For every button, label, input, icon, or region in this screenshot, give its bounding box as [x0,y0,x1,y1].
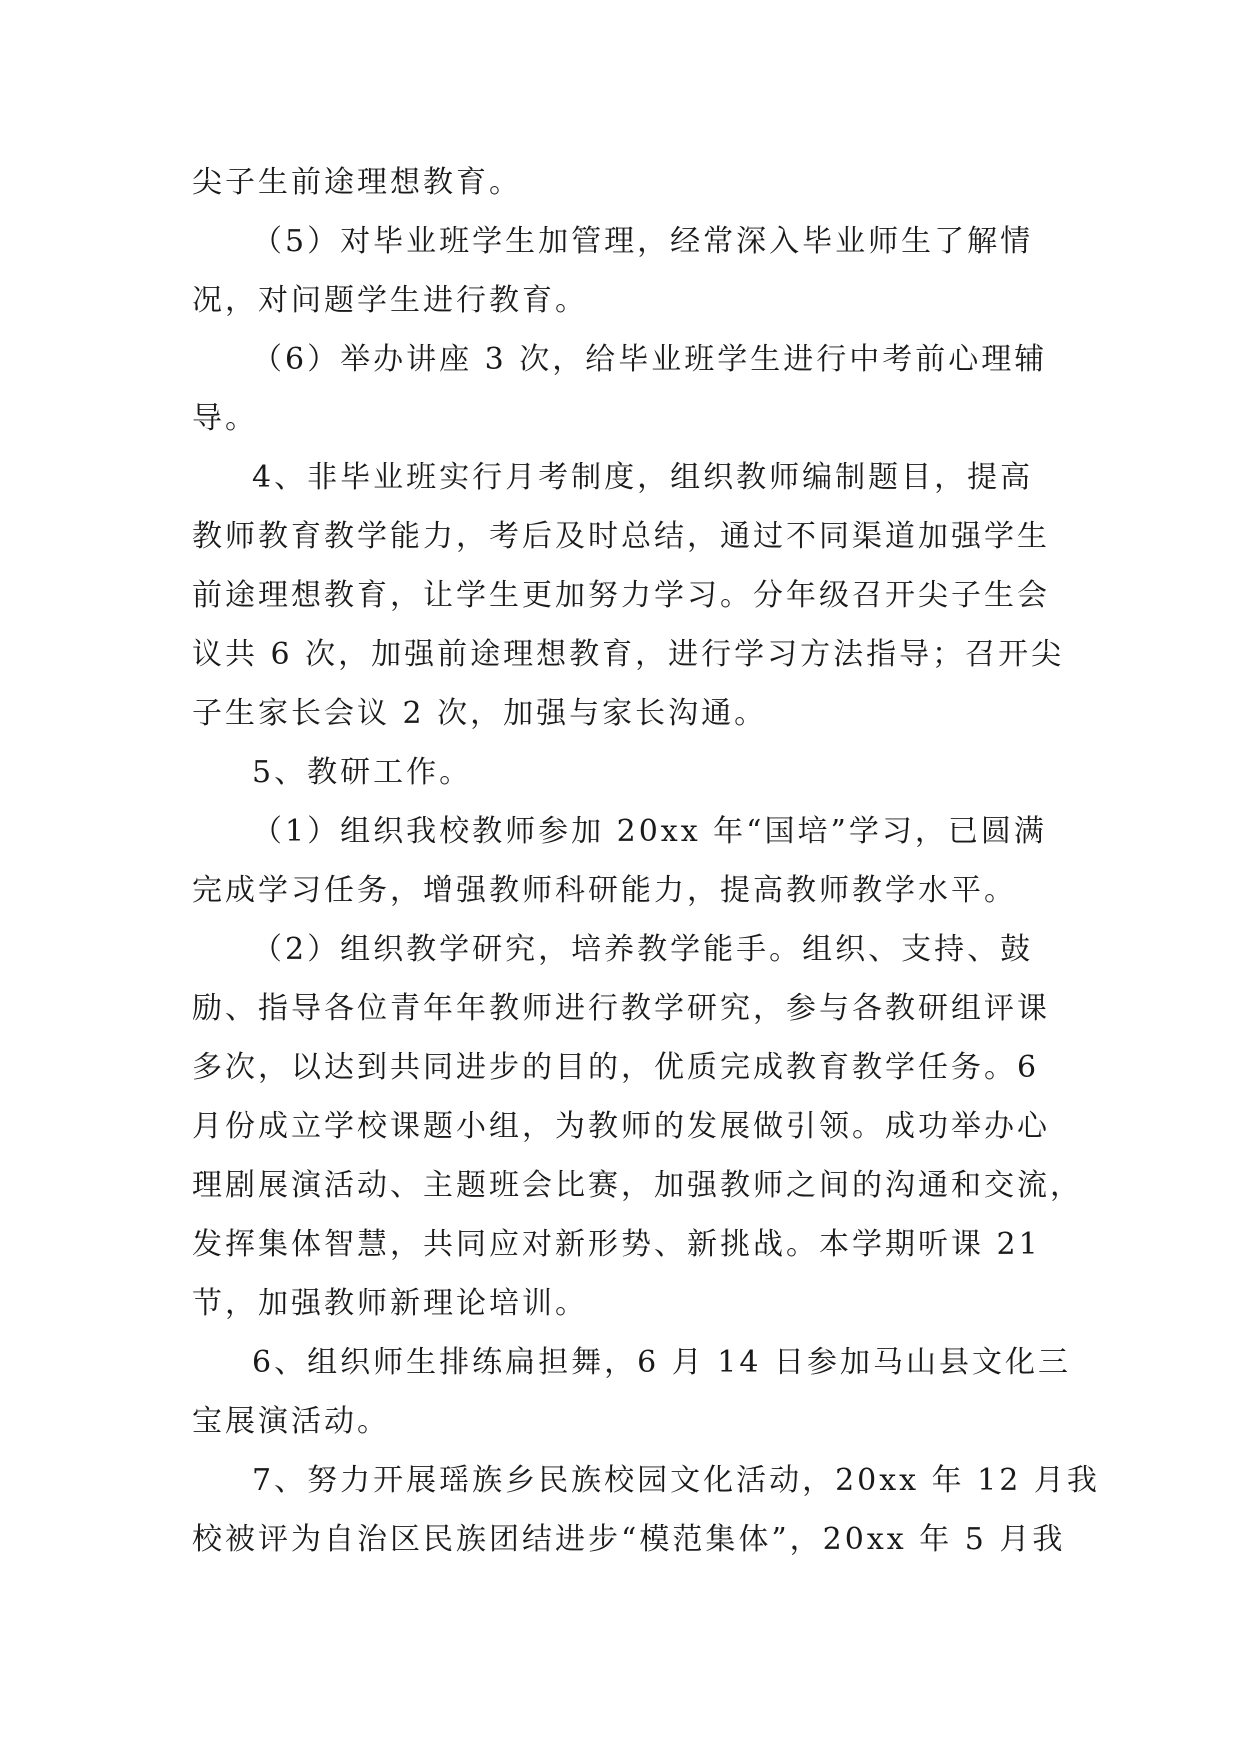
text-line: 校被评为自治区民族团结进步“模范集体”，20xx 年 5 月我 [192,1522,1066,1557]
text-line: 议共 6 次，加强前途理想教育，进行学习方法指导；召开尖 [192,637,1065,672]
document-body [192,153,1100,1569]
text-line: （5）对毕业班学生加管理，经常深入毕业师生了解情 [252,224,1034,259]
text-line: 月份成立学校课题小组，为教师的发展做引领。成功举办心 [192,1109,1050,1144]
text-line: （1）组织我校教师参加 20xx 年“国培”学习，已圆满 [252,814,1047,849]
text-line: 子生家长会议 2 次，加强与家长沟通。 [192,696,768,731]
text-line: （6）举办讲座 3 次，给毕业班学生进行中考前心理辅 [252,342,1048,377]
paragraph [192,802,1050,920]
paragraph [192,1451,1100,1569]
text-line: 7、努力开展瑶族乡民族校园文化活动，20xx 年 12 月我 [252,1463,1100,1498]
text-line: 励、指导各位青年年教师进行教学研究，参与各教研组评课 [192,991,1050,1026]
text-line: 5、教研工作。 [252,755,473,790]
text-line: 况，对问题学生进行教育。 [192,283,588,318]
paragraph [192,920,1083,1333]
text-line: 多次，以达到共同进步的目的，优质完成教育教学任务。6 [192,1050,1040,1085]
paragraph [192,743,1050,802]
text-line: 4、非毕业班实行月考制度，组织教师编制题目，提高 [252,460,1034,495]
paragraph [192,330,1050,448]
text-line: 节，加强教师新理论培训。 [192,1286,588,1321]
text-line: 6、组织师生排练扁担舞，6 月 14 日参加马山县文化三 [252,1345,1071,1380]
text-line: （2）组织教学研究，培养教学能手。组织、支持、鼓 [252,932,1034,967]
paragraph [192,1333,1071,1451]
text-line: 尖子生前途理想教育。 [192,165,522,200]
text-line: 教师教育教学能力，考后及时总结，通过不同渠道加强学生 [192,519,1050,554]
text-line: 前途理想教育，让学生更加努力学习。分年级召开尖子生会 [192,578,1050,613]
text-line: 宝展演活动。 [192,1404,390,1439]
paragraph [192,153,1050,212]
paragraph [192,448,1065,743]
text-line: 导。 [192,401,258,436]
text-line: 完成学习任务，增强教师科研能力，提高教师教学水平。 [192,873,1017,908]
text-line: 理剧展演活动、主题班会比赛，加强教师之间的沟通和交流， [192,1168,1083,1203]
paragraph [192,212,1050,330]
text-line: 发挥集体智慧，共同应对新形势、新挑战。本学期听课 21 [192,1227,1041,1262]
